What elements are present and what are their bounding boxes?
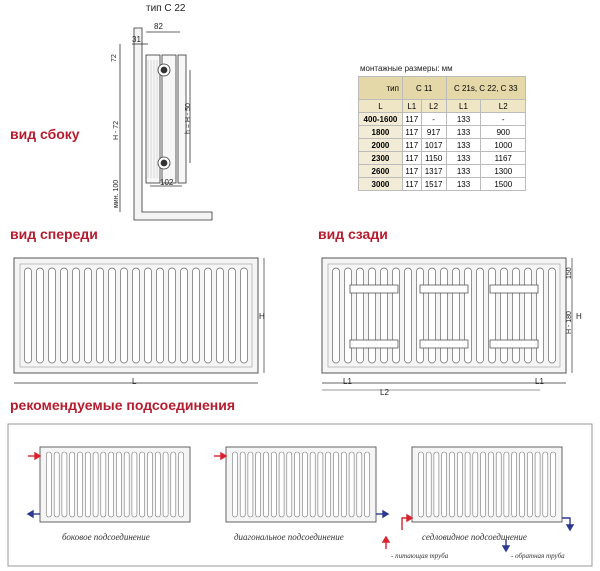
radiator-fin [205, 268, 212, 363]
table-cell: 133 [446, 152, 481, 165]
radiator-fin [525, 268, 532, 363]
radiator-fin [549, 268, 556, 363]
radiator-fin [62, 452, 67, 517]
connections-title: рекомендуемые подсоединения [10, 397, 235, 413]
radiator-fin [179, 452, 184, 517]
radiator-fin [527, 452, 532, 517]
radiator-fin [155, 452, 160, 517]
table-cell: 1167 [481, 152, 526, 165]
radiator-fin [46, 452, 51, 517]
radiator-fin [429, 268, 436, 363]
radiator-fin [465, 452, 470, 517]
radiator-fin [326, 452, 331, 517]
radiator-fin [116, 452, 121, 517]
table-row [359, 178, 526, 191]
radiator-fin [133, 268, 140, 363]
table-cell: 1500 [481, 178, 526, 191]
table-cell: 1300 [481, 165, 526, 178]
table-cell: 117 [402, 113, 421, 126]
radiator-fin [124, 452, 129, 517]
radiator-fin [37, 268, 44, 363]
radiator-fin [109, 268, 116, 363]
table-sub-l: L [359, 100, 403, 113]
table-cell: 917 [421, 126, 446, 139]
table-cell: 1800 [359, 126, 403, 139]
radiator-fin [341, 452, 346, 517]
radiator-fin [217, 268, 224, 363]
radiator-fin [473, 452, 478, 517]
radiator-fin [248, 452, 253, 517]
table-cell: 133 [446, 165, 481, 178]
radiator-fin [453, 268, 460, 363]
radiator-fin [535, 452, 540, 517]
table-cell: 1000 [481, 139, 526, 152]
radiator-fin [97, 268, 104, 363]
radiator-fin [101, 452, 106, 517]
radiator-fin [381, 268, 388, 363]
radiator-fin [441, 268, 448, 363]
radiator-fin [349, 452, 354, 517]
radiator-fin [193, 268, 200, 363]
dim-72: 72 [111, 54, 118, 62]
caption-side-connection: боковое подсоединение [62, 532, 150, 542]
radiator-fin [295, 452, 300, 517]
table-cell: 1317 [421, 165, 446, 178]
radiator-fin [85, 268, 92, 363]
radiator-fin [450, 452, 455, 517]
radiator-fin [334, 452, 339, 517]
table-cell: 133 [446, 126, 481, 139]
radiator-fin [264, 452, 269, 517]
type-label: тип С 22 [146, 3, 186, 14]
radiator-fin [78, 452, 83, 517]
table-type-header: тип [359, 77, 403, 100]
table-cell: 117 [402, 139, 421, 152]
connection-radiators [40, 447, 562, 522]
side-view-drawing [120, 28, 212, 220]
radiator-fin [241, 268, 248, 363]
table-sub-l2b: L2 [481, 100, 526, 113]
radiator-fin [543, 452, 548, 517]
table-cell: 2000 [359, 139, 403, 152]
radiator-fin [145, 268, 152, 363]
radiator-fin [93, 452, 98, 517]
table-col-c11: С 11 [402, 77, 446, 100]
radiator-fin [457, 452, 462, 517]
radiator-fin [279, 452, 284, 517]
table-cell: 2600 [359, 165, 403, 178]
dim-82: 82 [154, 22, 163, 31]
radiator-fin [70, 452, 75, 517]
table-sub-l1b: L1 [446, 100, 481, 113]
table-cell: 1517 [421, 178, 446, 191]
dim-back-h-180: Н - 180 [566, 311, 573, 334]
table-cell: 2300 [359, 152, 403, 165]
radiator-fin [465, 268, 472, 363]
dim-h-equals: h = Н - 50 [185, 103, 192, 134]
front-view-drawing [14, 258, 264, 383]
table-cell: - [421, 113, 446, 126]
dim-front-l: L [132, 377, 137, 386]
radiator-fin [442, 452, 447, 517]
radiator-fin [488, 452, 493, 517]
legend-return: - обратная труба [511, 552, 565, 560]
radiator-fin [271, 452, 276, 517]
radiator-fin [369, 268, 376, 363]
table-cell: 117 [402, 152, 421, 165]
dim-102: 102 [160, 178, 174, 187]
radiator-fin [333, 268, 340, 363]
radiator-fin [140, 452, 145, 517]
radiator-fin [513, 268, 520, 363]
radiator-fin [109, 452, 114, 517]
dim-back-h: Н [576, 312, 582, 321]
table-col-c21: С 21s, С 22, С 33 [446, 77, 525, 100]
radiator-fin [171, 452, 176, 517]
radiator-fin [365, 452, 370, 517]
radiator-fin [169, 268, 176, 363]
radiator-fin [520, 452, 525, 517]
radiator-fin [345, 268, 352, 363]
table-row [359, 126, 526, 139]
radiator-fin [418, 452, 423, 517]
dim-back-l1-right: L1 [535, 377, 544, 386]
table-cell: 3000 [359, 178, 403, 191]
table-title: монтажные размеры: мм [360, 64, 453, 73]
radiator-fin [73, 268, 80, 363]
radiator-fin [240, 452, 245, 517]
side-view-title: вид сбоку [10, 126, 80, 142]
radiator-fin [434, 452, 439, 517]
radiator-fin [163, 452, 168, 517]
radiator-fin [229, 268, 236, 363]
radiator-fin [256, 452, 261, 517]
radiator-fin [512, 452, 517, 517]
dim-31: 31 [132, 35, 141, 44]
radiator-fin [148, 452, 153, 517]
radiator-fin [181, 268, 188, 363]
radiator-fin [25, 268, 32, 363]
radiator-fin [357, 268, 364, 363]
radiator-fin [501, 268, 508, 363]
dim-back-150: 150 [566, 267, 573, 279]
radiator-fin [426, 452, 431, 517]
radiator-fin [121, 268, 128, 363]
table-cell: 1017 [421, 139, 446, 152]
table-cell: 133 [446, 139, 481, 152]
table-cell: 133 [446, 178, 481, 191]
back-view-drawing [322, 258, 572, 390]
radiator-fin [496, 452, 501, 517]
radiator-fin [357, 452, 362, 517]
table-row [359, 152, 526, 165]
dim-back-l2: L2 [380, 388, 389, 397]
radiator-fin [417, 268, 424, 363]
table-cell: 117 [402, 126, 421, 139]
dim-min-100: мин. 100 [113, 179, 120, 208]
table-row [359, 113, 526, 126]
dim-front-h: Н [259, 312, 265, 321]
front-view-title: вид спереди [10, 226, 98, 242]
radiator-fin [537, 268, 544, 363]
table-cell: 117 [402, 178, 421, 191]
table-cell: - [481, 113, 526, 126]
radiator-fin [551, 452, 556, 517]
caption-saddle-connection: седловидное подсоединение [422, 532, 527, 542]
radiator-fin [318, 452, 323, 517]
table-cell: 400-1600 [359, 113, 403, 126]
radiator-fin [54, 452, 59, 517]
radiator-fin [132, 452, 137, 517]
table-cell: 1150 [421, 152, 446, 165]
radiator-fin [481, 452, 486, 517]
radiator-fin [405, 268, 412, 363]
radiator-fin [310, 452, 315, 517]
legend-supply: - питающая труба [391, 552, 449, 560]
table-cell: 117 [402, 165, 421, 178]
radiator-fin [49, 268, 56, 363]
table-row [359, 165, 526, 178]
table-cell: 900 [481, 126, 526, 139]
radiator-fin [232, 452, 237, 517]
radiator-fin [287, 452, 292, 517]
radiator-fin [393, 268, 400, 363]
radiator-fin [157, 268, 164, 363]
table-cell: 133 [446, 113, 481, 126]
back-view-title: вид сзади [318, 226, 388, 242]
radiator-fin [85, 452, 90, 517]
radiator-fin [504, 452, 509, 517]
dim-h-minus-72: Н - 72 [113, 120, 120, 140]
radiator-fin [489, 268, 496, 363]
table-row [359, 139, 526, 152]
table-sub-l1: L1 [402, 100, 421, 113]
dim-back-l1-left: L1 [343, 377, 352, 386]
radiator-fin [61, 268, 68, 363]
radiator-fin [302, 452, 307, 517]
table-sub-l2: L2 [421, 100, 446, 113]
radiator-fin [477, 268, 484, 363]
dimensions-table [358, 76, 526, 191]
caption-diagonal-connection: диагональное подсоединение [234, 532, 344, 542]
